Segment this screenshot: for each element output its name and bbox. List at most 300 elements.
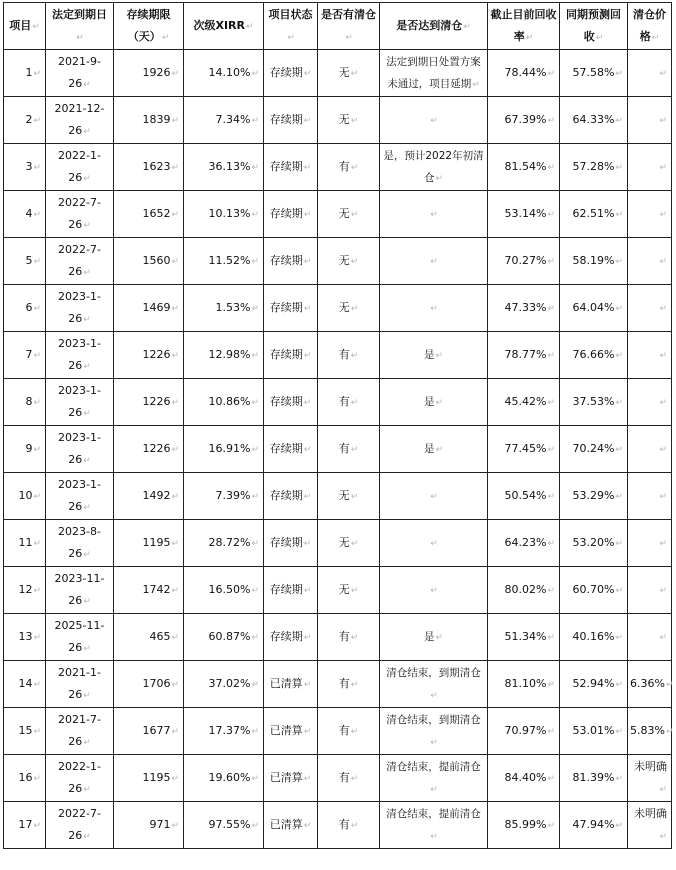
cell-clearance-reached — [380, 285, 488, 332]
cell-recovery-rate-text: 45.42% — [504, 394, 547, 408]
paragraph-mark-icon: ↵ — [33, 350, 41, 361]
cell-xirr-text: 10.86% — [208, 394, 251, 408]
paragraph-mark-icon: ↵ — [83, 737, 91, 748]
paragraph-mark-icon: ↵ — [350, 303, 359, 314]
cell-has-clearance — [318, 50, 380, 97]
cell-project-id-text: 13 — [18, 629, 33, 643]
paragraph-mark-icon: ↵ — [350, 679, 359, 690]
cell-has-clearance-text: 无 — [338, 488, 350, 502]
paragraph-mark-icon: ↵ — [350, 162, 359, 173]
paragraph-mark-icon: ↵ — [33, 585, 41, 596]
cell-xirr-text: 16.91% — [208, 441, 251, 455]
cell-xirr — [184, 708, 264, 755]
cell-clearance-price — [628, 332, 672, 379]
paragraph-mark-icon: ↵ — [171, 773, 179, 784]
table-row — [4, 802, 672, 849]
cell-recovery-rate-text: 81.10% — [504, 676, 547, 690]
cell-clearance-price — [628, 755, 672, 802]
cell-clearance-price — [628, 708, 672, 755]
paragraph-mark-icon: ↵ — [303, 538, 312, 549]
paragraph-mark-icon: ↵ — [33, 162, 41, 173]
paragraph-mark-icon: ↵ — [83, 502, 91, 513]
cell-project-id-text: 14 — [18, 676, 33, 690]
paragraph-mark-icon: ↵ — [547, 444, 555, 455]
cell-forecast-recovery-text: 81.39% — [572, 770, 615, 784]
cell-has-clearance — [318, 802, 380, 849]
cell-status — [264, 238, 318, 285]
cell-recovery-rate — [488, 520, 560, 567]
cell-duration-days-text: 1492 — [142, 488, 171, 502]
paragraph-mark-icon: ↵ — [659, 632, 667, 643]
paragraph-mark-icon: ↵ — [33, 820, 41, 831]
paragraph-mark-icon: ↵ — [303, 585, 312, 596]
cell-xirr — [184, 755, 264, 802]
cell-status — [264, 332, 318, 379]
cell-recovery-rate-text: 47.33% — [504, 300, 547, 314]
cell-clearance-reached — [380, 238, 488, 285]
table-row — [4, 755, 672, 802]
paragraph-mark-icon: ↵ — [171, 68, 179, 79]
cell-xirr — [184, 473, 264, 520]
cell-project-id — [4, 473, 46, 520]
paragraph-mark-icon: ↵ — [171, 350, 179, 361]
cell-project-id-text: 3 — [25, 159, 33, 173]
cell-project-id — [4, 144, 46, 191]
cell-duration-days-text: 1623 — [142, 159, 171, 173]
cell-forecast-recovery-text: 76.66% — [572, 347, 615, 361]
cell-clearance-reached — [380, 191, 488, 238]
paragraph-mark-icon: ↵ — [83, 596, 91, 607]
table-row — [4, 191, 672, 238]
cell-status-text: 存续期 — [269, 159, 303, 173]
paragraph-mark-icon: ↵ — [350, 726, 359, 737]
cell-project-id — [4, 426, 46, 473]
cell-has-clearance — [318, 332, 380, 379]
cell-duration-days-text: 1226 — [142, 441, 171, 455]
cell-xirr — [184, 50, 264, 97]
paragraph-mark-icon: ↵ — [83, 267, 91, 278]
cell-status-text: 存续期 — [269, 65, 303, 79]
cell-recovery-rate — [488, 567, 560, 614]
cell-has-clearance — [318, 426, 380, 473]
cell-clearance-price — [628, 97, 672, 144]
paragraph-mark-icon: ↵ — [171, 538, 179, 549]
cell-due-date — [46, 426, 114, 473]
cell-forecast-recovery-text: 53.20% — [572, 535, 615, 549]
cell-xirr — [184, 661, 264, 708]
cell-xirr-text: 17.37% — [208, 723, 251, 737]
cell-due-date-text: 2022-7-26 — [58, 806, 101, 842]
cell-forecast-recovery — [560, 473, 628, 520]
cell-due-date-text: 2021-1-26 — [58, 665, 101, 701]
header-cell-status: 项目状态↵ — [264, 3, 318, 50]
cell-xirr-text: 1.53% — [215, 300, 251, 314]
cell-due-date-text: 2023-1-26 — [58, 383, 101, 419]
cell-recovery-rate-text: 78.44% — [504, 65, 547, 79]
cell-forecast-recovery-text: 40.16% — [572, 629, 615, 643]
paragraph-mark-icon: ↵ — [251, 162, 259, 173]
cell-forecast-recovery — [560, 191, 628, 238]
cell-status — [264, 191, 318, 238]
cell-has-clearance-text: 有 — [338, 676, 350, 690]
paragraph-mark-icon: ↵ — [547, 209, 555, 220]
paragraph-mark-icon: ↵ — [430, 737, 438, 748]
cell-duration-days — [114, 426, 184, 473]
cell-clearance-reached-text: 清仓结束，到期清仓 — [386, 713, 481, 726]
paragraph-mark-icon: ↵ — [430, 491, 438, 502]
cell-duration-days — [114, 473, 184, 520]
cell-due-date — [46, 144, 114, 191]
cell-recovery-rate — [488, 97, 560, 144]
paragraph-mark-icon: ↵ — [430, 538, 438, 549]
cell-project-id — [4, 802, 46, 849]
cell-project-id-text: 15 — [18, 723, 33, 737]
paragraph-mark-icon: ↵ — [659, 585, 667, 596]
table-row — [4, 708, 672, 755]
table-row — [4, 473, 672, 520]
cell-xirr-text: 10.13% — [208, 206, 251, 220]
cell-due-date — [46, 238, 114, 285]
cell-status — [264, 661, 318, 708]
paragraph-mark-icon: ↵ — [547, 162, 555, 173]
cell-project-id — [4, 50, 46, 97]
cell-duration-days-text: 1195 — [142, 770, 171, 784]
paragraph-mark-icon: ↵ — [33, 679, 41, 690]
cell-due-date-text: 2023-1-26 — [58, 336, 101, 372]
paragraph-mark-icon: ↵ — [350, 491, 359, 502]
cell-has-clearance-text: 无 — [338, 112, 350, 126]
paragraph-mark-icon: ↵ — [303, 679, 312, 690]
paragraph-mark-icon: ↵ — [303, 162, 312, 173]
cell-has-clearance-text: 有 — [338, 817, 350, 831]
cell-clearance-price — [628, 144, 672, 191]
cell-due-date — [46, 614, 114, 661]
cell-project-id — [4, 97, 46, 144]
cell-xirr-text: 97.55% — [208, 817, 251, 831]
paragraph-mark-icon: ↵ — [83, 831, 91, 842]
cell-forecast-recovery — [560, 520, 628, 567]
paragraph-mark-icon: ↵ — [251, 679, 259, 690]
cell-due-date-text: 2021-12-26 — [54, 101, 105, 137]
cell-forecast-recovery — [560, 285, 628, 332]
cell-recovery-rate — [488, 755, 560, 802]
paragraph-mark-icon: ↵ — [83, 455, 91, 466]
cell-duration-days-text: 1652 — [142, 206, 171, 220]
cell-status — [264, 708, 318, 755]
cell-recovery-rate — [488, 614, 560, 661]
cell-recovery-rate — [488, 332, 560, 379]
paragraph-mark-icon: ↵ — [83, 408, 91, 419]
paragraph-mark-icon: ↵ — [659, 115, 667, 126]
cell-status-text: 存续期 — [269, 347, 303, 361]
cell-has-clearance — [318, 144, 380, 191]
paragraph-mark-icon: ↵ — [659, 256, 667, 267]
cell-clearance-price — [628, 50, 672, 97]
cell-xirr — [184, 379, 264, 426]
cell-has-clearance — [318, 473, 380, 520]
paragraph-mark-icon: ↵ — [171, 679, 179, 690]
header-cell-recovery-rate: 截止目前回收率↵ — [488, 3, 560, 50]
cell-clearance-price — [628, 802, 672, 849]
cell-xirr-text: 14.10% — [208, 65, 251, 79]
cell-has-clearance — [318, 238, 380, 285]
cell-clearance-price — [628, 426, 672, 473]
paragraph-mark-icon: ↵ — [251, 209, 259, 220]
paragraph-mark-icon: ↵ — [83, 643, 91, 654]
cell-has-clearance-text: 无 — [338, 300, 350, 314]
paragraph-mark-icon: ↵ — [659, 784, 667, 795]
cell-clearance-reached — [380, 614, 488, 661]
cell-duration-days — [114, 97, 184, 144]
paragraph-mark-icon: ↵ — [171, 397, 179, 408]
paragraph-mark-icon: ↵ — [33, 538, 41, 549]
paragraph-mark-icon: ↵ — [430, 784, 438, 795]
cell-clearance-price — [628, 238, 672, 285]
paragraph-mark-icon: ↵ — [251, 538, 259, 549]
cell-status-text: 存续期 — [269, 582, 303, 596]
cell-forecast-recovery-text: 47.94% — [572, 817, 615, 831]
cell-duration-days — [114, 379, 184, 426]
paragraph-mark-icon: ↵ — [33, 303, 41, 314]
cell-clearance-price — [628, 285, 672, 332]
cell-forecast-recovery — [560, 144, 628, 191]
paragraph-mark-icon: ↵ — [303, 632, 312, 643]
paragraph-mark-icon: ↵ — [615, 820, 623, 831]
paragraph-mark-icon: ↵ — [615, 585, 623, 596]
cell-clearance-price — [628, 520, 672, 567]
cell-xirr — [184, 144, 264, 191]
paragraph-mark-icon: ↵ — [251, 773, 259, 784]
cell-status — [264, 473, 318, 520]
cell-clearance-reached — [380, 473, 488, 520]
paragraph-mark-icon: ↵ — [435, 444, 444, 455]
cell-clearance-reached-text: 清仓结束，提前清仓 — [386, 760, 481, 773]
cell-clearance-price — [628, 567, 672, 614]
paragraph-mark-icon: ↵ — [303, 773, 312, 784]
paragraph-mark-icon: ↵ — [547, 256, 555, 267]
cell-has-clearance-text: 有 — [338, 394, 350, 408]
table-row — [4, 379, 672, 426]
cell-xirr-text: 11.52% — [208, 253, 251, 267]
cell-forecast-recovery-text: 62.51% — [572, 206, 615, 220]
header-cell-clearance-reached: 是否达到清仓↵ — [380, 3, 488, 50]
cell-project-id — [4, 238, 46, 285]
paragraph-mark-icon: ↵ — [303, 726, 312, 737]
paragraph-mark-icon: ↵ — [435, 397, 444, 408]
paragraph-mark-icon: ↵ — [615, 491, 623, 502]
paragraph-mark-icon: ↵ — [350, 397, 359, 408]
cell-project-id-text: 1 — [25, 65, 33, 79]
cell-clearance-price — [628, 661, 672, 708]
paragraph-mark-icon: ↵ — [83, 784, 91, 795]
cell-status-text: 存续期 — [269, 488, 303, 502]
paragraph-mark-icon: ↵ — [430, 209, 438, 220]
paragraph-mark-icon: ↵ — [251, 632, 259, 643]
cell-forecast-recovery-text: 53.29% — [572, 488, 615, 502]
cell-has-clearance-text: 有 — [338, 347, 350, 361]
cell-recovery-rate-text: 84.40% — [504, 770, 547, 784]
paragraph-mark-icon: ↵ — [547, 350, 555, 361]
paragraph-mark-icon: ↵ — [547, 491, 555, 502]
cell-duration-days — [114, 802, 184, 849]
paragraph-mark-icon: ↵ — [171, 444, 179, 455]
cell-has-clearance-text: 无 — [338, 253, 350, 267]
cell-clearance-price — [628, 614, 672, 661]
cell-clearance-reached — [380, 426, 488, 473]
cell-duration-days — [114, 614, 184, 661]
paragraph-mark-icon: ↵ — [83, 173, 91, 184]
cell-due-date-text: 2021-7-26 — [58, 712, 101, 748]
cell-project-id-text: 8 — [25, 394, 33, 408]
paragraph-mark-icon: ↵ — [251, 303, 259, 314]
header-cell-xirr: 次级XIRR↵ — [184, 3, 264, 50]
paragraph-mark-icon: ↵ — [251, 585, 259, 596]
cell-project-id — [4, 614, 46, 661]
paragraph-mark-icon: ↵ — [615, 397, 623, 408]
table-row — [4, 661, 672, 708]
paragraph-mark-icon: ↵ — [303, 350, 312, 361]
paragraph-mark-icon: ↵ — [303, 303, 312, 314]
cell-xirr — [184, 567, 264, 614]
cell-duration-days-text: 971 — [149, 817, 171, 831]
paragraph-mark-icon: ↵ — [251, 820, 259, 831]
table-row — [4, 97, 672, 144]
paragraph-mark-icon: ↵ — [659, 350, 667, 361]
paragraph-mark-icon: ↵ — [435, 173, 444, 184]
cell-forecast-recovery — [560, 50, 628, 97]
header-cell-project: 项目↵ — [4, 3, 46, 50]
cell-project-id-text: 6 — [25, 300, 33, 314]
cell-duration-days-text: 1926 — [142, 65, 171, 79]
cell-forecast-recovery — [560, 708, 628, 755]
cell-xirr — [184, 97, 264, 144]
cell-recovery-rate-text: 85.99% — [504, 817, 547, 831]
cell-due-date-text: 2023-1-26 — [58, 477, 101, 513]
cell-status — [264, 426, 318, 473]
cell-due-date-text: 2025-11-26 — [54, 618, 105, 654]
cell-clearance-reached — [380, 755, 488, 802]
cell-status-text: 已清算 — [269, 817, 303, 831]
cell-project-id — [4, 708, 46, 755]
paragraph-mark-icon: ↵ — [350, 538, 359, 549]
cell-forecast-recovery — [560, 379, 628, 426]
cell-forecast-recovery — [560, 426, 628, 473]
cell-clearance-reached-text: 清仓结束，提前清仓 — [386, 807, 481, 820]
cell-status-text: 存续期 — [269, 394, 303, 408]
paragraph-mark-icon: ↵ — [659, 444, 667, 455]
paragraph-mark-icon: ↵ — [33, 397, 41, 408]
cell-status — [264, 97, 318, 144]
cell-due-date-text: 2023-11-26 — [54, 571, 105, 607]
paragraph-mark-icon: ↵ — [33, 444, 41, 455]
cell-duration-days — [114, 332, 184, 379]
paragraph-mark-icon: ↵ — [615, 773, 623, 784]
cell-xirr-text: 7.39% — [215, 488, 251, 502]
paragraph-mark-icon: ↵ — [171, 256, 179, 267]
cell-status — [264, 50, 318, 97]
paragraph-mark-icon: ↵ — [171, 726, 179, 737]
cell-xirr — [184, 238, 264, 285]
cell-xirr — [184, 614, 264, 661]
cell-xirr — [184, 191, 264, 238]
cell-recovery-rate — [488, 285, 560, 332]
cell-status — [264, 520, 318, 567]
cell-due-date — [46, 285, 114, 332]
paragraph-mark-icon: ↵ — [615, 444, 623, 455]
paragraph-mark-icon: ↵ — [171, 303, 179, 314]
cell-clearance-reached — [380, 661, 488, 708]
paragraph-mark-icon: ↵ — [615, 303, 623, 314]
cell-recovery-rate — [488, 426, 560, 473]
cell-recovery-rate-text: 51.34% — [504, 629, 547, 643]
cell-status-text: 存续期 — [269, 206, 303, 220]
cell-project-id-text: 4 — [25, 206, 33, 220]
paragraph-mark-icon: ↵ — [171, 820, 179, 831]
paragraph-mark-icon: ↵ — [171, 209, 179, 220]
paragraph-mark-icon: ↵ — [350, 350, 359, 361]
cell-clearance-price-text: 未明确 — [634, 759, 667, 773]
cell-has-clearance — [318, 661, 380, 708]
cell-project-id-text: 17 — [18, 817, 33, 831]
cell-clearance-reached — [380, 50, 488, 97]
cell-status-text: 存续期 — [269, 535, 303, 549]
header-cell-duration: 存续期限（天）↵ — [114, 3, 184, 50]
cell-clearance-reached-text: 是 — [423, 630, 435, 643]
cell-has-clearance-text: 有 — [338, 441, 350, 455]
paragraph-mark-icon: ↵ — [615, 726, 623, 737]
cell-status — [264, 614, 318, 661]
paragraph-mark-icon: ↵ — [430, 115, 438, 126]
paragraph-mark-icon: ↵ — [171, 162, 179, 173]
paragraph-mark-icon: ↵ — [350, 444, 359, 455]
cell-recovery-rate-text: 53.14% — [504, 206, 547, 220]
cell-has-clearance — [318, 285, 380, 332]
cell-due-date — [46, 708, 114, 755]
paragraph-mark-icon: ↵ — [171, 585, 179, 596]
cell-status-text: 已清算 — [269, 723, 303, 737]
cell-recovery-rate-text: 81.54% — [504, 159, 547, 173]
paragraph-mark-icon: ↵ — [430, 303, 438, 314]
table-row — [4, 144, 672, 191]
header-row — [4, 3, 672, 50]
paragraph-mark-icon: ↵ — [33, 209, 41, 220]
cell-status — [264, 379, 318, 426]
cell-forecast-recovery — [560, 567, 628, 614]
cell-duration-days-text: 1226 — [142, 347, 171, 361]
cell-due-date — [46, 332, 114, 379]
cell-clearance-reached-text: 是 — [423, 442, 435, 455]
paragraph-mark-icon: ↵ — [303, 209, 312, 220]
paragraph-mark-icon: ↵ — [547, 538, 555, 549]
cell-project-id — [4, 661, 46, 708]
cell-forecast-recovery-text: 52.94% — [572, 676, 615, 690]
paragraph-mark-icon: ↵ — [350, 632, 359, 643]
cell-has-clearance-text: 无 — [338, 535, 350, 549]
paragraph-mark-icon: ↵ — [171, 632, 179, 643]
paragraph-mark-icon: ↵ — [33, 632, 41, 643]
paragraph-mark-icon: ↵ — [33, 726, 41, 737]
cell-recovery-rate-text: 67.39% — [504, 112, 547, 126]
paragraph-mark-icon: ↵ — [350, 209, 359, 220]
cell-recovery-rate-text: 80.02% — [504, 582, 547, 596]
cell-due-date — [46, 661, 114, 708]
cell-has-clearance-text: 无 — [338, 206, 350, 220]
cell-clearance-reached-text: 清仓结束，到期清仓 — [386, 666, 481, 679]
paragraph-mark-icon: ↵ — [83, 126, 91, 137]
paragraph-mark-icon: ↵ — [659, 491, 667, 502]
paragraph-mark-icon: ↵ — [547, 632, 555, 643]
cell-clearance-price-text: 5.83% — [630, 723, 665, 737]
